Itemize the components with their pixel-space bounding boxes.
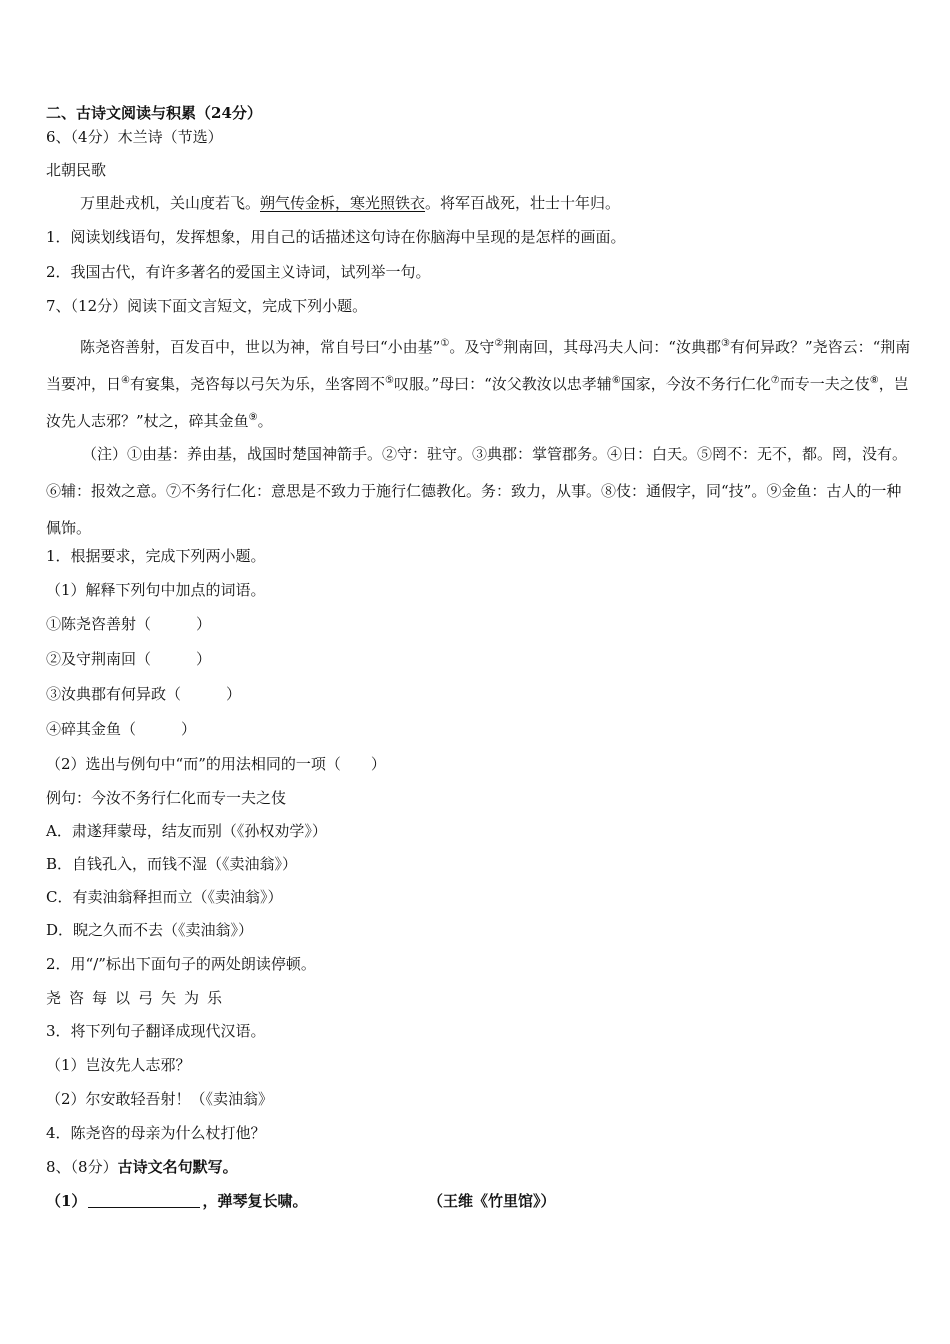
q6-author: 北朝民歌 bbox=[46, 161, 107, 179]
word-item: ②及守荆南回（ ） bbox=[46, 650, 212, 668]
q6-poem bbox=[80, 192, 620, 214]
q7-question-2: 2．用“/”标出下面句子的两处朗读停顿。 bbox=[46, 955, 316, 973]
passage-text: 。及守 bbox=[449, 338, 495, 356]
passage-text: 国家，今汝不务行仁化 bbox=[620, 375, 771, 393]
option-c: C．有卖油翁释担而立（《卖油翁》） bbox=[46, 888, 283, 906]
q6-question-1: 1．阅读划线语句，发挥想象，用自己的话描述这句诗在你脑海中呈现的是怎样的画面。 bbox=[46, 228, 626, 246]
footnote-marker: ⑧ bbox=[869, 375, 879, 386]
q7-question-4: 4．陈尧咨的母亲为什么杖打他？ bbox=[46, 1124, 266, 1142]
q8-line-1 bbox=[46, 1190, 307, 1212]
q6-question-2: 2．我国古代，有许多著名的爱国主义诗词，试列举一句。 bbox=[46, 263, 431, 281]
option-b: B．自钱孔入，而钱不湿（《卖油翁》） bbox=[46, 855, 298, 873]
q7-notes: （注）①由基：养由基，战国时楚国神箭手。②守：驻守。③典郡：掌管郡务。④日：白天。⑤罔不：无不，都。罔，没有。⑥辅：报效之意。⑦不务行仁化：意思是不致力于施行仁德教化。务：致力，从事。⑧伎：通假字，同“技”。⑨金鱼：古人的一种佩饰。 bbox=[46, 445, 908, 537]
pause-sentence: 尧咨每以弓矢为乐 bbox=[46, 989, 231, 1007]
footnote-marker: ① bbox=[440, 338, 450, 349]
q8-line1-source: （王维《竹里馆》） bbox=[428, 1192, 556, 1210]
footnote-marker: ② bbox=[494, 338, 504, 349]
word-item: ④碎其金鱼（ ） bbox=[46, 720, 197, 738]
q7-title: 7、（12分）阅读下面文言短文，完成下列小题。 bbox=[46, 297, 368, 315]
q7-question-1-1: （1）解释下列句中加点的词语。 bbox=[46, 581, 266, 599]
q8-line1-text: ，弹琴复长啸。 bbox=[202, 1192, 308, 1210]
passage-text: 而专一夫之伎 bbox=[779, 375, 870, 393]
footnote-marker: ④ bbox=[121, 375, 130, 386]
passage-text: 荆南回，其母冯夫人问：“汝典郡 bbox=[503, 338, 721, 356]
option-d: D．睨之久而不去（《卖油翁》） bbox=[46, 921, 254, 939]
footnote-marker: ⑨ bbox=[248, 412, 258, 423]
q7-question-1: 1．根据要求，完成下列两小题。 bbox=[46, 547, 266, 565]
footnote-marker: ⑦ bbox=[770, 375, 780, 386]
passage-text: ，岂汝先人志邪？”杖之，碎其金鱼 bbox=[46, 375, 909, 430]
translate-item-1: （1）岂汝先人志邪？ bbox=[46, 1056, 191, 1074]
q7-question-1-2: （2）选出与例句中“而”的用法相同的一项（ ） bbox=[46, 755, 386, 773]
word-item: ①陈尧咨善射（ ） bbox=[46, 615, 212, 633]
q7-question-3: 3．将下列句子翻译成现代汉语。 bbox=[46, 1022, 266, 1040]
q6-title: 6、（4分）木兰诗（节选） bbox=[46, 128, 223, 146]
word-item: ③汝典郡有何异政（ ） bbox=[46, 685, 242, 703]
passage-text: 有宴集，尧咨每以弓矢为乐，坐客罔不 bbox=[129, 375, 385, 393]
footnote-marker: ⑥ bbox=[611, 375, 621, 386]
poem-underlined-line: 朔气传金柝，寒光照铁衣 bbox=[260, 194, 426, 212]
q8-title-prefix: 8、（8分） bbox=[46, 1158, 118, 1176]
example-sentence: 例句：今汝不务行仁化而专一夫之伎 bbox=[46, 789, 287, 807]
passage-text: 叹服。”母曰：“汝父教汝以忠孝辅 bbox=[393, 375, 612, 393]
translate-item-2: （2）尔安敢轻吾射！（《卖油翁》 bbox=[46, 1090, 274, 1108]
passage-text: 陈尧咨善射，百发百中，世以为神，常自号曰“小由基” bbox=[80, 338, 441, 356]
q8-line1-label: （1） bbox=[46, 1192, 87, 1210]
footnote-marker: ③ bbox=[720, 338, 730, 349]
passage-text: 有何异政？”尧咨云：“荆南当要冲，日 bbox=[46, 338, 911, 393]
option-a: A．肃遂拜蒙母，结友而别（《孙权劝学》） bbox=[46, 822, 327, 840]
poem-part-b: 。将军百战死，壮士十年归。 bbox=[425, 194, 621, 212]
passage-text: 。 bbox=[257, 412, 273, 430]
q8-title bbox=[46, 1156, 238, 1178]
q8-title-bold: 古诗文名句默写。 bbox=[117, 1158, 238, 1176]
footnote-marker: ⑤ bbox=[385, 375, 394, 386]
q7-passage bbox=[46, 329, 916, 440]
poem-part-a: 万里赴戎机，关山度若飞。 bbox=[80, 194, 261, 212]
section-heading: 二、古诗文阅读与积累（24分） bbox=[46, 104, 262, 122]
answer-blank[interactable] bbox=[88, 1191, 200, 1208]
